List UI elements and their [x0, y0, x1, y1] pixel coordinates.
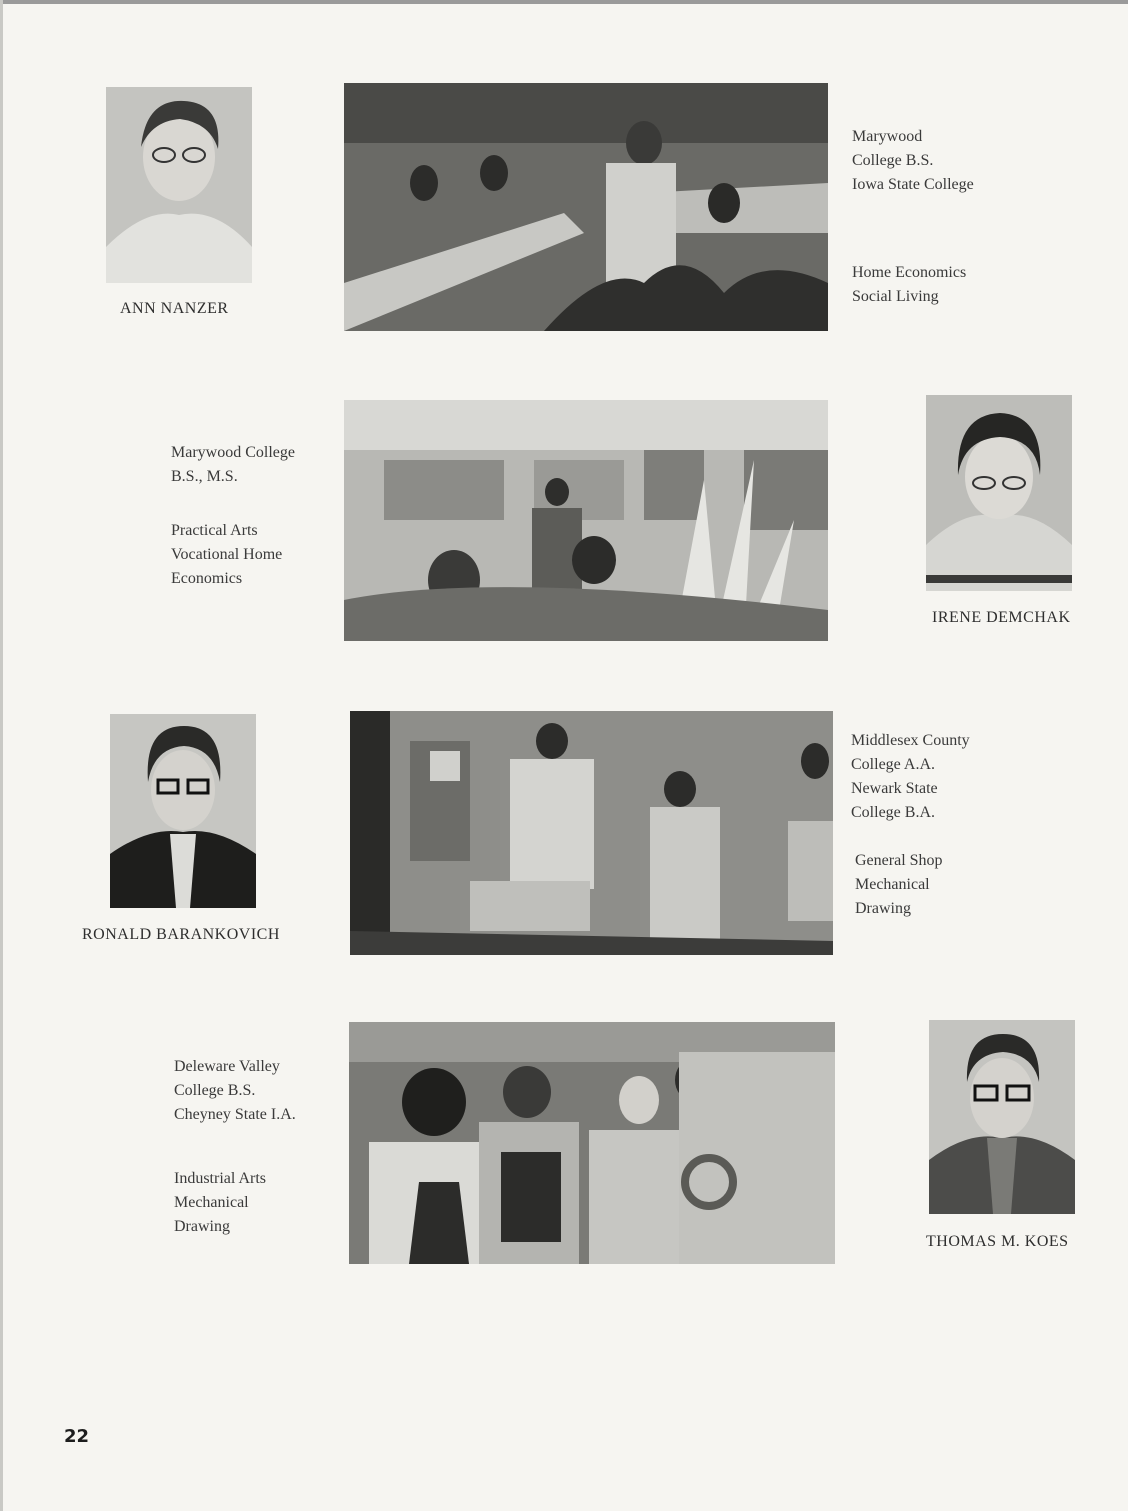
education-line: Middlesex County: [851, 732, 970, 749]
education-line: Marywood: [852, 128, 923, 145]
page-binding-edge: [0, 0, 3, 1511]
teacher-name: RONALD BARANKOVICH: [82, 926, 280, 943]
credentials-block: [171, 441, 295, 591]
subject-line: Economics: [171, 570, 243, 587]
credentials-block: [852, 125, 974, 309]
subject-line: Drawing: [855, 900, 911, 917]
education-line: Deleware Valley: [174, 1058, 280, 1075]
subject-line: General Shop: [855, 852, 943, 869]
subject-line: Mechanical: [174, 1194, 249, 1211]
credentials-block: [174, 1055, 296, 1239]
credentials-block: [851, 729, 970, 921]
teacher-name: IRENE DEMCHAK: [932, 609, 1071, 626]
education-line: B.S., M.S.: [171, 468, 238, 485]
education-line: College B.S.: [174, 1082, 256, 1099]
photo-shop-class: [350, 711, 833, 955]
portrait-irene-demchak: [926, 395, 1072, 591]
subject-line: Practical Arts: [171, 522, 258, 539]
portrait-thomas-m-koes: [929, 1020, 1075, 1214]
education-line: Iowa State College: [852, 176, 974, 193]
education-line: College A.A.: [851, 756, 935, 773]
education-line: College B.S.: [852, 152, 934, 169]
education-line: Marywood College: [171, 444, 295, 461]
teacher-name: ANN NANZER: [120, 300, 229, 317]
page-top-edge: [0, 0, 1128, 4]
subject-line: Vocational Home: [171, 546, 283, 563]
page-number: 22: [64, 1426, 90, 1447]
photo-home-economics-classroom: [344, 83, 828, 331]
education-line: Newark State: [851, 780, 938, 797]
education-line: Cheyney State I.A.: [174, 1106, 296, 1123]
subject-line: Industrial Arts: [174, 1170, 266, 1187]
photo-kitchen-classroom: [344, 400, 828, 641]
education-line: College B.A.: [851, 804, 935, 821]
portrait-ronald-barankovich: [110, 714, 256, 908]
subject-line: Drawing: [174, 1218, 230, 1235]
subject-line: Mechanical: [855, 876, 930, 893]
subject-line: Social Living: [852, 288, 939, 305]
portrait-ann-nanzer: [106, 87, 252, 283]
photo-industrial-arts-lab: [349, 1022, 835, 1264]
subject-line: Home Economics: [852, 264, 967, 281]
teacher-name: THOMAS M. KOES: [926, 1233, 1069, 1250]
